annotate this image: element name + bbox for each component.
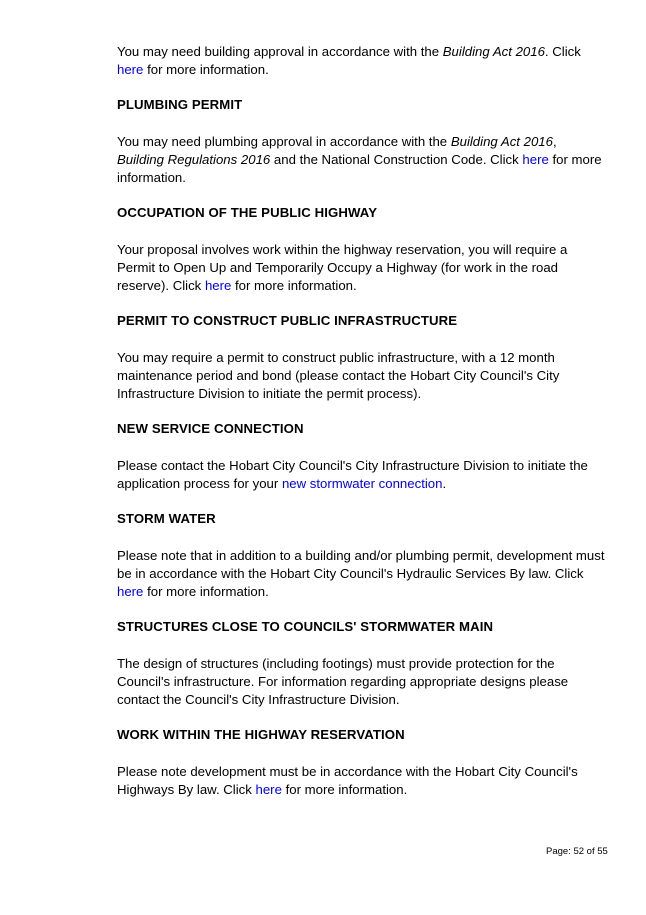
text-run: Your proposal involves work within the highway reservation, you will require a Permit to Open Up and Temporarily Occupy a Highway (for work in the road reserve). Click [117, 242, 568, 293]
regulations-title: Building Regulations 2016 [117, 152, 271, 167]
highway-permit-link[interactable]: here [204, 278, 232, 293]
storm-water-paragraph [117, 547, 607, 601]
text-run: , [552, 134, 557, 149]
plumbing-permit-heading: PLUMBING PERMIT [117, 97, 243, 112]
text-run: and the National Construction Code. Click [270, 152, 523, 167]
highway-reservation-heading: WORK WITHIN THE HIGHWAY RESERVATION [117, 727, 405, 742]
infrastructure-paragraph: You may require a permit to construct public infrastructure, with a 12 month maintenance period and bond (please contact the Hobart City Council's City Infrastructure Division to initiate the permit process). [117, 350, 560, 401]
act-title: Building Act 2016 [450, 134, 553, 149]
text-run: . Click [544, 44, 581, 59]
act-title: Building Act 2016 [442, 44, 545, 59]
text-run: for more information. [281, 782, 408, 797]
plumbing-paragraph [117, 133, 607, 187]
text-run: You may need building approval in accordance with the [117, 44, 443, 59]
text-run: for more information. [117, 152, 602, 185]
hydraulic-info-link[interactable]: here [117, 584, 144, 599]
text-run: Please contact the Hobart City Council's City Infrastructure Division to initiate the application process for your [117, 458, 588, 491]
service-connection-paragraph [117, 457, 607, 493]
text-run: Please note that in addition to a building and/or plumbing permit, development must be in accordance with the Hobart City Council's Hydraulic Services By law. Click [117, 548, 605, 581]
text-run: for more information. [143, 62, 269, 77]
text-run: Please note development must be in accordance with the Hobart City Council's Highways By law. Click [117, 764, 578, 797]
service-connection-heading: NEW SERVICE CONNECTION [117, 421, 304, 436]
page-content [117, 43, 607, 799]
text-run: You may need plumbing approval in accordance with the [117, 134, 451, 149]
page-number: Page: 52 of 55 [546, 846, 608, 857]
storm-water-heading: STORM WATER [117, 511, 216, 526]
building-info-link[interactable]: here [117, 62, 144, 77]
text-run: for more information. [143, 584, 269, 599]
stormwater-connection-link[interactable]: new stormwater connection [281, 476, 443, 491]
occupation-paragraph [117, 241, 607, 295]
structures-heading: STRUCTURES CLOSE TO COUNCILS' STORMWATER MAIN [117, 619, 494, 634]
text-run: . [442, 476, 447, 491]
infrastructure-heading: PERMIT TO CONSTRUCT PUBLIC INFRASTRUCTURE [117, 313, 458, 328]
occupation-heading: OCCUPATION OF THE PUBLIC HIGHWAY [117, 205, 378, 220]
text-run: for more information. [231, 278, 357, 293]
plumbing-info-link[interactable]: here [522, 152, 549, 167]
structures-paragraph: The design of structures (including footings) must provide protection for the Council's infrastructure. For information regarding appropriate designs please contact the Council's City Infrastructure Division. [117, 656, 569, 707]
highway-reservation-paragraph [117, 763, 607, 799]
highways-bylaw-link[interactable]: here [255, 782, 282, 797]
building-approval-paragraph [117, 43, 607, 79]
